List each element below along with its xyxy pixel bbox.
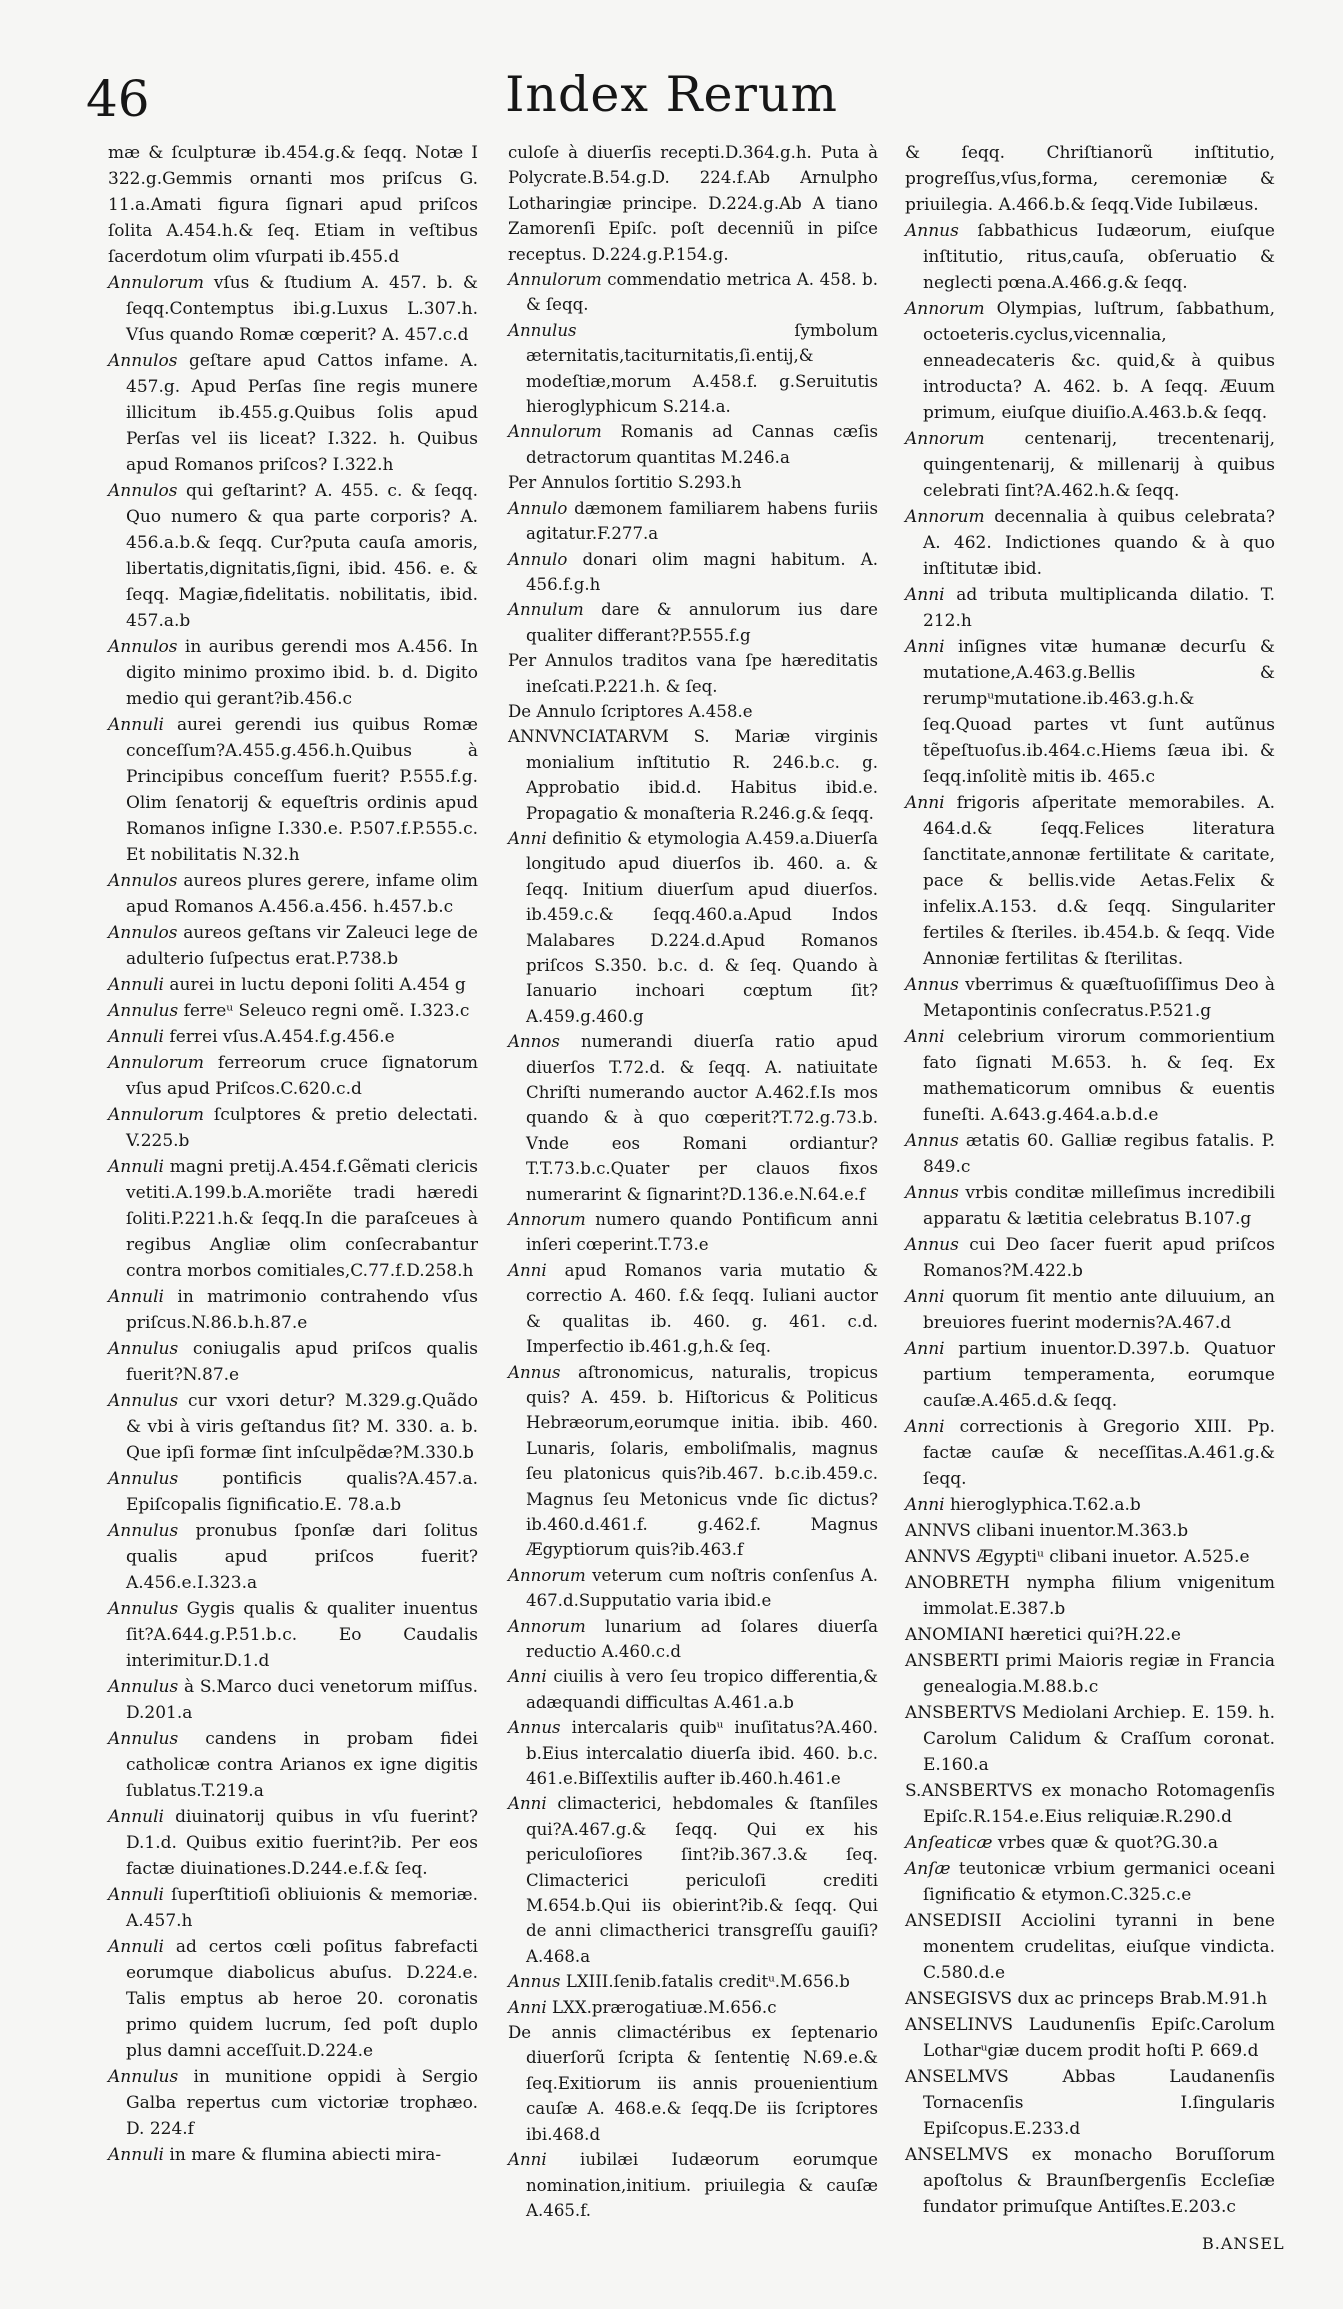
- index-entry: [905, 218, 1275, 296]
- entry-keyword: Annulos: [108, 923, 178, 943]
- index-entry: [905, 1492, 1275, 1518]
- entry-text: Romanis ad Cannas cæſis detractorum quantitas M.246.a: [526, 422, 878, 467]
- index-entry: [508, 470, 878, 495]
- entry-text: ANSBERTI primi Maioris regiæ in Francia genealogia.M.88.b.c: [905, 1651, 1275, 1697]
- index-entry: [108, 712, 478, 868]
- index-entry: [108, 1050, 478, 1102]
- index-entry: [905, 1518, 1275, 1544]
- entry-keyword: Annulus: [108, 1729, 179, 1749]
- entry-text: aurei gerendi ius quibus Romæ conceſſum?A.455.g.456.h.Quibus à Principibus conceſſum fuerit? P.555.f.g. Olim ſenatorij & equeſtris ordinis apud Romanos inſigne I.330.e. P.507.f.P.555.c. Et nobilitatis N.32.h: [126, 715, 478, 865]
- entry-text: aſtronomicus, naturalis, tropicus quis? A. 459. b. Hiſtoricus & Politicus Hebræorum,eorumque initia. ibib. 460. Lunaris, ſolaris, emboliſmalis, magnus ſeu platonicus quis?ib.467. b.c.ib.459.c. Magnus ſeu Metonicus vnde ſic dictus? ib.460.d.461.f. g.462.f. Magnus Ægyptiorum quis?ib.463.f: [526, 1362, 878, 1560]
- index-entry: [508, 1969, 878, 1994]
- entry-text: ferreᵘ Seleuco regni omẽ. I.323.c: [178, 1001, 470, 1021]
- entry-keyword: Anni: [508, 1260, 547, 1280]
- index-entry: [108, 1388, 478, 1466]
- index-entry: [905, 504, 1275, 582]
- entry-keyword: Annuli: [108, 1807, 164, 1827]
- entry-text: ANNVS Ægyptiᵘ clibani inuetor. A.525.e: [905, 1547, 1250, 1567]
- index-entry: [508, 547, 878, 598]
- index-entry: [108, 1466, 478, 1518]
- index-entry: [905, 140, 1275, 218]
- entry-text: ANSBERTVS Mediolani Archiep. E. 159. h. Carolum Calidum & Craſſum coronat. E.160.a: [905, 1703, 1275, 1775]
- entry-keyword: Annulorum: [508, 422, 602, 442]
- entry-keyword: Annulus: [108, 1677, 179, 1697]
- index-entry: [905, 1856, 1275, 1908]
- entry-text: numerandi diuerſa ratio apud diuerſos T.72.d. & ſeqq. A. natiuitate Chriſti numerando auctor A.462.f.Is mos quando & à quo cœperit?T.72.g.73.b. Vnde eos Romani ordiantur?T.T.73.b.c.Quater per clauos fixos numerarint & ſignarint?D.136.e.N.64.e.f: [526, 1032, 878, 1204]
- index-entry: [108, 998, 478, 1024]
- entry-text: intercalaris quibᵘ inuſitatus?A.460. b.Eius intercalatio diuerſa ibid. 460. b.c. 461.e.Biſſextilis aufter ib.460.h.461.e: [526, 1718, 878, 1788]
- index-entry: [905, 1544, 1275, 1570]
- entry-keyword: Annorum: [508, 1616, 586, 1636]
- index-entry: [508, 140, 878, 267]
- index-entry: [108, 1154, 478, 1284]
- entry-keyword: Anni: [905, 1339, 945, 1359]
- entry-text: ſuperſtitioſi obliuionis & memoriæ. A.457.h: [126, 1885, 478, 1931]
- entry-keyword: Annulus: [108, 2067, 179, 2087]
- catchword: B.ANSEL: [1202, 2234, 1285, 2253]
- index-entry: [108, 1518, 478, 1596]
- entry-text: inſignes vitæ humanæ decurſu & mutatione,A.463.g.Bellis & rerumpᵘmutatione.ib.463.g.h.& ſeq.Quoad partes vt ſunt autũnus tẽpeſtuoſus.ib.464.c.Hiems ſæua ibi. & ſeqq.inſolitè mitis ib. 465.c: [923, 637, 1275, 787]
- page-title: Index Rerum: [505, 66, 838, 123]
- entry-text: ANSELMVS ex monacho Boruſſorum apoſtolus & Braunſbergenſis Eccleſiæ fundator primuſque Antiſtes.E.203.c: [905, 2145, 1275, 2217]
- entry-text: ſymbolum æternitatis,taciturnitatis,ſi.entij,& modeſtiæ,morum A.458.f. g.Seruitutis hieroglyphicum S.214.a.: [526, 320, 878, 417]
- index-entry: [108, 1596, 478, 1674]
- entry-text: ætatis 60. Galliæ regibus fatalis. P. 849.c: [923, 1131, 1275, 1177]
- entry-keyword: Annulos: [108, 637, 178, 657]
- index-entry: [905, 582, 1275, 634]
- entry-text: dare & annulorum ius dare qualiter differant?P.555.f.g: [526, 600, 878, 645]
- entry-keyword: Annus: [905, 1235, 959, 1255]
- entry-text: ANSELMVS Abbas Laudanenſis Tornacenſis I.ſingularis Epiſcopus.E.233.d: [905, 2067, 1275, 2139]
- index-entry: [508, 2020, 878, 2147]
- index-entry: [508, 1791, 878, 1969]
- index-entry: [905, 1336, 1275, 1414]
- entry-keyword: Annus: [508, 1718, 561, 1738]
- entry-keyword: Anni: [905, 1027, 945, 1047]
- entry-keyword: Annus: [508, 1972, 561, 1992]
- entry-text: Olympias, luſtrum, ſabbathum, octoeteris.cyclus,vicennalia, enneadecateris &c. quid,& à quibus introducta? A. 462. b. A ſeqq. Æuum primum, eiuſque diuiſio.A.463.b.& ſeqq.: [923, 299, 1275, 423]
- entry-text: climacterici, hebdomales & ſtanſiles qui?A.467.g.& ſeqq. Qui ex his periculoſiores ſint?ib.367.3.& ſeq. Climacterici periculoſi crediti M.654.b.Qui iis obierint?ib.& ſeqq. Qui de anni climactherici transgreſſu gauiſi?A.468.a: [526, 1794, 878, 1966]
- index-entry: [108, 920, 478, 972]
- entry-keyword: Annulos: [108, 481, 178, 501]
- entry-text: Per Annulos ſortitio S.293.h: [508, 473, 742, 493]
- entry-text: ANNVNCIATARVM S. Mariæ virginis monialium inſtitutio R. 246.b.c. g. Approbatio ibid.d. Habitus ibid.e. Propagatio & monaſteria R.246.g.& ſeqq.: [508, 727, 878, 823]
- entry-text: in auribus gerendi mos A.456. In digito minimo proximo ibid. b. d. Digito medio qui gerant?ib.456.c: [126, 637, 478, 709]
- index-entry: [905, 426, 1275, 504]
- entry-keyword: Anſæ: [905, 1859, 951, 1879]
- index-entry: [508, 1664, 878, 1715]
- entry-text: ANOBRETH nympha filium vnigenitum immolat.E.387.b: [905, 1573, 1275, 1619]
- entry-keyword: Annus: [905, 975, 959, 995]
- index-entry: [905, 296, 1275, 426]
- index-entry: [905, 1986, 1275, 2012]
- index-entry: [905, 1908, 1275, 1986]
- index-entry: [905, 2012, 1275, 2064]
- entry-keyword: Annorum: [905, 299, 985, 319]
- index-column-middle: [508, 140, 878, 2223]
- index-entry: [905, 790, 1275, 972]
- entry-text: LXX.prærogatiuæ.M.656.c: [546, 1997, 777, 2017]
- entry-keyword: Annulus: [108, 1339, 179, 1359]
- entry-text: pronubus ſponſæ dari ſolitus qualis apud priſcos fuerit?A.456.e.I.323.a: [126, 1521, 478, 1593]
- index-entry: [905, 972, 1275, 1024]
- entry-text: magni pretij.A.454.f.Gẽmati clericis vetiti.A.199.b.A.moriẽte tradi hæredi ſoliti.P.221.h.& ſeqq.In die paraſceues à regibus Angliæ olim conſecrabantur contra morbos comitiales,C.77.f.D.258.h: [126, 1157, 478, 1281]
- entry-text: LXIII.ſenib.fatalis creditᵘ.M.656.b: [560, 1972, 850, 1992]
- index-entry: [905, 1830, 1275, 1856]
- index-entry: [508, 267, 878, 318]
- entry-keyword: Annuli: [108, 2145, 164, 2165]
- index-entry: [508, 1563, 878, 1614]
- entry-text: ad certos cœli poſitus fabrefacti eorumque diabolicus abuſus. D.224.e. Talis emptus ab heroe 20. coronatis primo quidem lucrum, ſed poſt duplo plus damni acceſſuit.D.224.e: [126, 1937, 478, 2061]
- entry-keyword: Annuli: [108, 1027, 164, 1047]
- entry-text: geſtare apud Cattos infame. A. 457.g. Apud Perſas ſine regis munere illicitum ib.455.g.Quibus ſolis apud Perſas vel iis liceat? I.322. h. Quibus apud Romanos priſcos? I.322.h: [126, 351, 478, 475]
- entry-keyword: Anni: [508, 1667, 547, 1687]
- entry-keyword: Annulus: [508, 320, 577, 340]
- index-entry: [108, 972, 478, 998]
- entry-text: culoſe à diuerſis recepti.D.364.g.h. Puta à Polycrate.B.54.g.D. 224.f.Ab Arnulpho Lotharingiæ principe. D.224.g.Ab A tiano Zamorenſi Epiſc. poſt decenniũ in piſce receptus. D.224.g.P.154.g.: [508, 143, 878, 264]
- entry-keyword: Annus: [905, 221, 959, 241]
- entry-keyword: Anni: [905, 637, 945, 657]
- entry-text: cur vxori detur? M.329.g.Quãdo & vbi à viris geſtandus ſit? M. 330. a. b. Que ipſi formæ ſint inſculpẽdæ?M.330.b: [126, 1391, 478, 1463]
- entry-text: pontificis qualis?A.457.a. Epiſcopalis ſignificatio.E. 78.a.b: [126, 1469, 478, 1515]
- entry-text: ſabbathicus Iudæorum, eiuſque inſtitutio, ritus,cauſa, obſeruatio & neglecti pœna.A.466.g.& ſeqq.: [923, 221, 1275, 293]
- entry-text: vſus & ſtudium A. 457. b. & ſeqq.Contemptus ibi.g.Luxus L.307.h. Vſus quando Romæ cœperit? A. 457.c.d: [126, 273, 478, 345]
- index-entry: [905, 1232, 1275, 1284]
- page-number: 46: [86, 70, 150, 128]
- entry-keyword: Anni: [905, 1495, 945, 1515]
- entry-keyword: Annuli: [108, 1937, 164, 1957]
- entry-text: candens in probam fidei catholicæ contra Arianos ex igne digitis ſublatus.T.219.a: [126, 1729, 478, 1801]
- index-entry: [508, 1360, 878, 1563]
- index-entry: [508, 496, 878, 547]
- entry-text: apud Romanos varia mutatio & correctio A. 460. f.& ſeqq. Iuliani auctor & qualitas ib. 460. g. 461. c.d. Imperfectio ib.461.g,h.& ſeq.: [526, 1260, 878, 1357]
- entry-text: ANSEDISII Acciolini tyranni in bene monentem crudelitas, eiuſque vindicta. C.580.d.e: [905, 1911, 1275, 1983]
- index-entry: [905, 634, 1275, 790]
- index-entry: [108, 140, 478, 270]
- entry-keyword: Annorum: [508, 1565, 586, 1585]
- entry-text: ad tributa multiplicanda dilatio. T. 212.h: [923, 585, 1275, 631]
- entry-keyword: Annulo: [508, 498, 568, 518]
- index-entry: [905, 1128, 1275, 1180]
- index-entry: [905, 1700, 1275, 1778]
- entry-text: De annis climactéribus ex ſeptenario diuerſorũ ſcripta & ſententię N.69.e.& ſeq.Exitiorum iis annis prouenientium cauſæ A. 468.e.& ſeqq.De iis ſcriptores ibi.468.d: [508, 2023, 878, 2144]
- entry-text: S.ANSBERTVS ex monacho Rotomagenſis Epiſc.R.154.e.Eius reliquiæ.R.290.d: [905, 1781, 1275, 1827]
- index-entry: [508, 1614, 878, 1665]
- index-entry: [508, 648, 878, 699]
- entry-text: decennalia à quibus celebrata? A. 462. Indictiones quando & à quo inſtitutæ ibid.: [923, 507, 1275, 579]
- index-column-left: [108, 140, 478, 2168]
- index-entry: [905, 2064, 1275, 2142]
- index-entry: [108, 478, 478, 634]
- entry-keyword: Annos: [508, 1032, 560, 1052]
- index-entry: [905, 1284, 1275, 1336]
- entry-keyword: Annus: [905, 1131, 959, 1151]
- entry-keyword: Annulus: [108, 1001, 179, 1021]
- entry-keyword: Annulos: [108, 871, 178, 891]
- entry-text: vrbis conditæ milleſimus incredibili apparatu & lætitia celebratus B.107.g: [923, 1183, 1275, 1229]
- entry-keyword: Anſeaticæ: [905, 1833, 993, 1853]
- entry-text: dæmonem familiarem habens furiis agitatur.F.277.a: [526, 498, 878, 544]
- index-entry: [108, 634, 478, 712]
- entry-keyword: Anni: [508, 1794, 547, 1814]
- entry-text: quorum ſit mentio ante diluuium, an breuiores fuerint modernis?A.467.d: [923, 1287, 1275, 1333]
- index-entry: [108, 868, 478, 920]
- entry-keyword: Anni: [905, 585, 945, 605]
- entry-keyword: Annorum: [905, 507, 985, 527]
- entry-text: à S.Marco duci venetorum miſſus. D.201.a: [126, 1677, 478, 1723]
- index-entry: [905, 2142, 1275, 2220]
- index-column-right: [905, 140, 1275, 2220]
- index-entry: [108, 270, 478, 348]
- index-entry: [905, 1414, 1275, 1492]
- entry-keyword: Annuli: [108, 1287, 164, 1307]
- entry-keyword: Annulus: [108, 1521, 179, 1541]
- index-entry: [508, 1029, 878, 1207]
- index-entry: [905, 1570, 1275, 1622]
- entry-keyword: Annuli: [108, 1885, 164, 1905]
- entry-text: vberrimus & quæſtuoſiſſimus Deo à Metapontinis conſecratus.P.521.g: [923, 975, 1275, 1021]
- entry-text: definitio & etymologia A.459.a.Diuerſa longitudo apud diuerſos ib. 460. a. & ſeqq. Initium diuerſum apud diuerſos. ib.459.c.& ſeqq.460.a.Apud Indos Malabares D.224.d.Apud Romanos priſcos S.350. b.c. d. & ſeq. Quando à Ianuario inchoari cœptum ſit?A.459.g.460.g: [526, 828, 878, 1026]
- entry-text: frigoris aſperitate memorabiles. A. 464.d.& ſeqq.Felices literatura ſanctitate,annonæ fertilitate & caritate, pace & bellis.vide Aetas.Felix & infelix.A.153. d.& ſeqq. Singulariter fertiles & ſteriles. ib.454.b. & ſeqq. Vide Annoniæ fertilitas & ſterilitas.: [923, 793, 1275, 969]
- entry-text: centenarij, trecentenarij, quingentenarij, & millenarij à quibus celebrati ſint?A.462.h.& ſeqq.: [923, 429, 1275, 501]
- index-entry: [108, 1024, 478, 1050]
- index-entry: [508, 826, 878, 1029]
- entry-text: veterum cum noſtris conſenſus A. 467.d.Supputatio varia ibid.e: [526, 1565, 878, 1611]
- entry-text: teutonicæ vrbium germanici oceani ſignificatio & etymon.C.325.c.e: [923, 1859, 1275, 1905]
- index-entry: [108, 2142, 478, 2168]
- entry-text: hieroglyphica.T.62.a.b: [944, 1495, 1141, 1515]
- entry-text: lunarium ad ſolares diuerſa reductio A.460.c.d: [526, 1616, 878, 1661]
- entry-text: & ſeqq. Chriſtianorũ inſtitutio, progreſſus,vſus,forma, ceremoniæ & priuilegia. A.466.b.& ſeqq.Vide Iubilæus.: [905, 143, 1275, 215]
- entry-text: in mare & flumina abiecti mira-: [164, 2145, 442, 2165]
- index-entry: [508, 419, 878, 470]
- entry-text: in matrimonio contrahendo vſus priſcus.N.86.b.h.87.e: [126, 1287, 478, 1333]
- index-entry: [108, 1674, 478, 1726]
- index-entry: [508, 2147, 878, 2223]
- entry-text: aureos geſtans vir Zaleuci lege de adulterio ſuſpectus erat.P.738.b: [126, 923, 478, 969]
- index-entry: [508, 699, 878, 724]
- entry-keyword: Anni: [905, 1417, 945, 1437]
- entry-text: iubilæi Iudæorum eorumque nomination,initium. priuilegia & cauſæ A.465.f.: [526, 2150, 878, 2220]
- entry-text: ſculptores & pretio delectati. V.225.b: [126, 1105, 478, 1151]
- entry-keyword: Annulorum: [508, 270, 602, 290]
- entry-keyword: Annuli: [108, 715, 164, 735]
- entry-keyword: Annulus: [108, 1391, 179, 1411]
- entry-keyword: Annus: [508, 1362, 561, 1382]
- entry-text: coniugalis apud priſcos qualis fuerit?N.87.e: [126, 1339, 478, 1385]
- index-entry: [508, 1258, 878, 1360]
- index-entry: [108, 1934, 478, 2064]
- entry-text: in munitione oppidi à Sergio Galba repertus cum victoriæ trophæo. D. 224.f: [126, 2067, 478, 2139]
- index-entry: [508, 1995, 878, 2020]
- entry-keyword: Annulorum: [108, 273, 204, 293]
- index-entry: [905, 1180, 1275, 1232]
- entry-keyword: Anni: [905, 793, 945, 813]
- entry-text: ferrei vſus.A.454.f.g.456.e: [164, 1027, 395, 1047]
- entry-text: ferreorum cruce ſignatorum vſus apud Priſcos.C.620.c.d: [126, 1053, 478, 1099]
- entry-text: numero quando Pontificum anni inſeri cœperint.T.73.e: [526, 1210, 878, 1255]
- index-entry: [108, 1102, 478, 1154]
- index-entry: [108, 348, 478, 478]
- entry-keyword: Annulorum: [108, 1053, 204, 1073]
- index-entry: [108, 1726, 478, 1804]
- entry-keyword: Annulus: [108, 1599, 179, 1619]
- entry-keyword: Anni: [508, 1997, 547, 2017]
- index-entry: [508, 318, 878, 420]
- entry-text: vrbes quæ & quot?G.30.a: [992, 1833, 1218, 1853]
- entry-keyword: Annuli: [108, 1157, 164, 1177]
- index-entry: [508, 597, 878, 648]
- entry-keyword: Annus: [905, 1183, 959, 1203]
- index-entry: [108, 1336, 478, 1388]
- index-entry: [108, 1882, 478, 1934]
- entry-text: celebrium virorum commorientium fato ſignati M.653. h. & ſeq. Ex mathematicorum omnibus & euentis funeſti. A.643.g.464.a.b.d.e: [923, 1027, 1275, 1125]
- entry-text: De Annulo ſcriptores A.458.e: [508, 701, 753, 721]
- index-entry: [905, 1622, 1275, 1648]
- entry-text: ANOMIANI hæretici qui?H.22.e: [905, 1625, 1181, 1645]
- entry-keyword: Annorum: [905, 429, 985, 449]
- index-entry: [508, 724, 878, 826]
- entry-keyword: Annuli: [108, 975, 164, 995]
- entry-text: Gygis qualis & qualiter inuentus ſit?A.644.g.P.51.b.c. Eo Caudalis interimitur.D.1.d: [126, 1599, 478, 1671]
- entry-keyword: Anni: [508, 2150, 547, 2170]
- entry-keyword: Annorum: [508, 1210, 586, 1230]
- entry-text: diuinatorij quibus in vſu fuerint? D.1.d. Quibus exitio fuerint?ib. Per eos factæ diuinationes.D.244.e.f.& ſeq.: [126, 1807, 478, 1879]
- index-entry: [508, 1207, 878, 1258]
- entry-text: donari olim magni habitum. A. 456.f.g.h: [526, 549, 878, 594]
- entry-text: aureos plures gerere, infame olim apud Romanos A.456.a.456. h.457.b.c: [126, 871, 478, 917]
- entry-keyword: Anni: [508, 828, 547, 848]
- index-entry: [905, 1778, 1275, 1830]
- entry-text: aurei in luctu deponi ſoliti A.454 g: [164, 975, 466, 995]
- index-entry: [108, 1804, 478, 1882]
- entry-text: commendatio metrica A. 458. b. & ſeqq.: [526, 270, 878, 315]
- entry-text: qui geſtarint? A. 455. c. & ſeqq. Quo numero & qua parte corporis? A. 456.a.b.& ſeqq. Cur?puta cauſa amoris, libertatis,dignitatis,ſigni, ibid. 456. e. & ſeqq. Magiæ,fidelitatis. nobilitatis, ibid. 457.a.b: [126, 481, 478, 631]
- entry-text: cui Deo ſacer fuerit apud priſcos Romanos?M.422.b: [923, 1235, 1275, 1281]
- entry-keyword: Annulus: [108, 1469, 179, 1489]
- entry-text: correctionis à Gregorio XIII. Pp. factæ cauſæ & neceſſitas.A.461.g.& ſeqq.: [923, 1417, 1275, 1489]
- index-entry: [108, 1284, 478, 1336]
- entry-keyword: Annulo: [508, 549, 568, 569]
- entry-text: ciuilis à vero ſeu tropico differentia,& adæquandi difficultas A.461.a.b: [526, 1667, 878, 1712]
- entry-text: ANSELINVS Laudunenſis Epiſc.Carolum Lotharᵘgiæ ducem prodit hoſti P. 669.d: [905, 2015, 1275, 2061]
- entry-text: mæ & ſculpturæ ib.454.g.& ſeqq. Notæ I 322.g.Gemmis ornanti mos priſcus G. 11.a.Amati figura ſignari apud priſcos ſolita A.454.h.& ſeq. Etiam in veſtibus ſacerdotum olim vſurpati ib.455.d: [108, 143, 478, 267]
- entry-keyword: Annulum: [508, 600, 584, 620]
- entry-text: Per Annulos traditos vana ſpe hæreditatis ineſcati.P.221.h. & ſeq.: [508, 651, 878, 696]
- index-entry: [108, 2064, 478, 2142]
- index-entry: [905, 1648, 1275, 1700]
- entry-text: ANSEGISVS dux ac princeps Brab.M.91.h: [905, 1989, 1268, 2009]
- entry-text: ANNVS clibani inuentor.M.363.b: [905, 1521, 1189, 1541]
- entry-keyword: Annulorum: [108, 1105, 204, 1125]
- index-entry: [508, 1715, 878, 1791]
- entry-keyword: Annulos: [108, 351, 178, 371]
- entry-keyword: Anni: [905, 1287, 945, 1307]
- index-entry: [905, 1024, 1275, 1128]
- entry-text: partium inuentor.D.397.b. Quatuor partium temperamenta, eorumque cauſæ.A.465.d.& ſeqq.: [923, 1339, 1275, 1411]
